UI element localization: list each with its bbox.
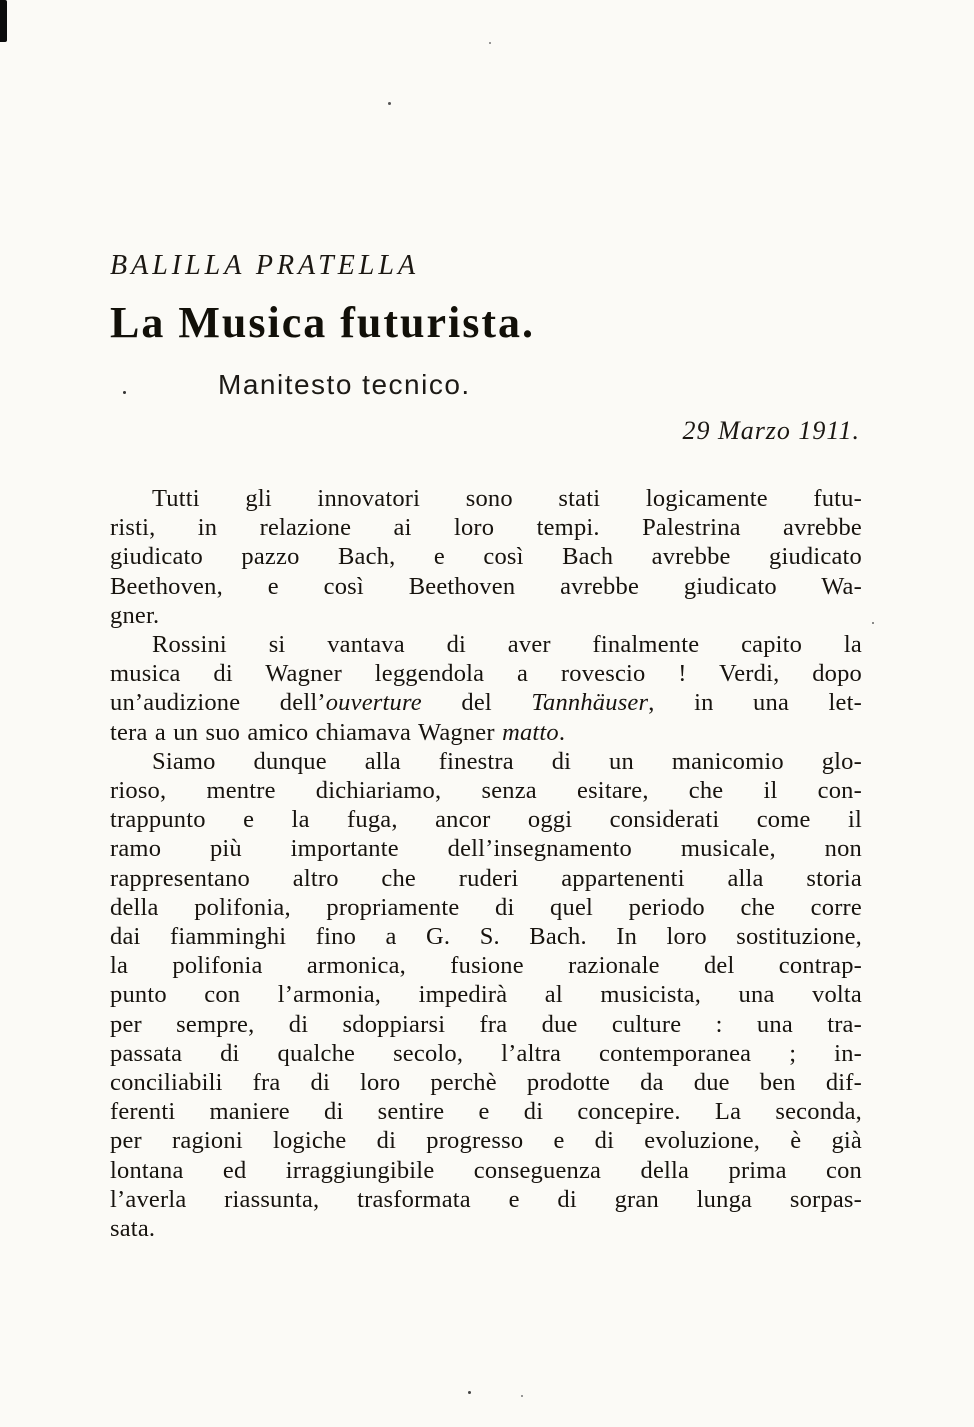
- text-run: punto con l’armonia, impedirà al musicista, una volta: [110, 981, 862, 1009]
- text-run: .: [558, 718, 566, 746]
- text-line: [110, 776, 862, 805]
- paragraph: [110, 747, 862, 1243]
- text-run: Beethoven, e così Beethoven avrebbe giudicato Wa-: [110, 572, 862, 600]
- text-run: giudicato pazzo Bach, e così Bach avrebbe giudicato: [110, 543, 862, 571]
- text-run: risti, in relazione ai loro tempi. Palestrina avrebbe: [110, 514, 862, 542]
- scan-artifact-speck: [489, 42, 491, 44]
- scan-artifact-speck: [872, 622, 874, 624]
- date-line: 29 Marzo 1911.: [682, 416, 860, 445]
- scan-artifact-speck: [468, 1391, 471, 1394]
- text-run: conciliabili fra di loro perchè prodotte da due ben dif-: [110, 1069, 862, 1097]
- text-run: per sempre, di sdoppiarsi fra due culture : una tra-: [110, 1010, 862, 1038]
- text-run: l’averla riassunta, trasformata e di gran lunga sorpas-: [110, 1185, 862, 1213]
- text-line: [110, 893, 862, 922]
- text-run: della polifonia, propriamente di quel periodo che corre: [110, 893, 862, 921]
- text-line: [110, 630, 862, 659]
- text-run: un’audizione dell’: [110, 689, 326, 717]
- text-line: [110, 513, 862, 542]
- text-run: la polifonia armonica, fusione razionale del contrap-: [110, 952, 862, 980]
- paragraph: [110, 630, 862, 747]
- page-content: [110, 250, 862, 1243]
- italic-text-run: ouverture: [325, 689, 422, 717]
- text-line: [110, 572, 862, 601]
- text-line: [110, 484, 862, 513]
- text-line: [110, 805, 862, 834]
- italic-text-run: matto: [502, 718, 559, 746]
- text-run: del: [421, 689, 532, 717]
- scan-artifact-edge-mark: [0, 0, 7, 42]
- text-run: rioso, mentre dichiariamo, senza esitare, che il con-: [110, 777, 862, 805]
- text-run: musica di Wagner leggendola a rovescio ! Verdi, dopo: [110, 660, 862, 688]
- author-line: BALILLA PRATELLA: [110, 250, 420, 281]
- paragraph: [110, 484, 862, 630]
- text-line: [110, 542, 862, 571]
- text-line: [110, 1068, 862, 1097]
- text-run: ferenti maniere di sentire e di concepire. La seconda,: [110, 1098, 862, 1126]
- text-run: passata di qualche secolo, l’altra contemporanea ; in-: [110, 1039, 862, 1067]
- text-run: Tutti gli innovatori sono stati logicamente futu-: [152, 485, 862, 512]
- text-line: [110, 1097, 862, 1126]
- text-line: [110, 1039, 862, 1068]
- subtitle: Manitesto tecnico.: [218, 369, 471, 400]
- text-line: [110, 1010, 862, 1039]
- text-run: trappunto e la fuga, ancor oggi considerati come il: [110, 806, 862, 834]
- text-line: [110, 1126, 862, 1155]
- text-line: [110, 659, 862, 688]
- body-text: [110, 484, 862, 1243]
- text-run: tera a un suo amico chiamava Wagner: [110, 718, 503, 746]
- text-line: [110, 601, 862, 630]
- text-line: [110, 718, 862, 747]
- text-line: [110, 980, 862, 1009]
- text-run: gner.: [110, 601, 160, 629]
- page-title: La Musica futurista.: [110, 298, 535, 347]
- scan-artifact-speck: [521, 1395, 523, 1397]
- text-line: [110, 1185, 862, 1214]
- italic-text-run: Tannhäuser: [531, 689, 649, 717]
- text-run: Rossini si vantava di aver finalmente capito la: [152, 631, 862, 659]
- text-line: [110, 688, 862, 717]
- text-line: [110, 747, 862, 776]
- text-line: [110, 951, 862, 980]
- scan-artifact-speck: [388, 102, 391, 105]
- text-line: [110, 1214, 862, 1243]
- text-line: [110, 1156, 862, 1185]
- text-line: [110, 834, 862, 863]
- text-run: rappresentano altro che ruderi appartenenti alla storia: [110, 864, 862, 892]
- text-line: [110, 864, 862, 893]
- text-line: [110, 922, 862, 951]
- text-run: , in una let-: [648, 689, 862, 717]
- text-run: Siamo dunque alla finestra di un manicomio glo-: [152, 747, 862, 775]
- text-run: per ragioni logiche di progresso e di evoluzione, è già: [110, 1127, 862, 1155]
- text-run: ramo più importante dell’insegnamento musicale, non: [110, 835, 862, 863]
- text-run: sata.: [110, 1215, 156, 1243]
- text-run: dai fiamminghi fino a G. S. Bach. In loro sostituzione,: [110, 923, 862, 951]
- text-run: lontana ed irraggiungibile conseguenza della prima con: [110, 1156, 862, 1184]
